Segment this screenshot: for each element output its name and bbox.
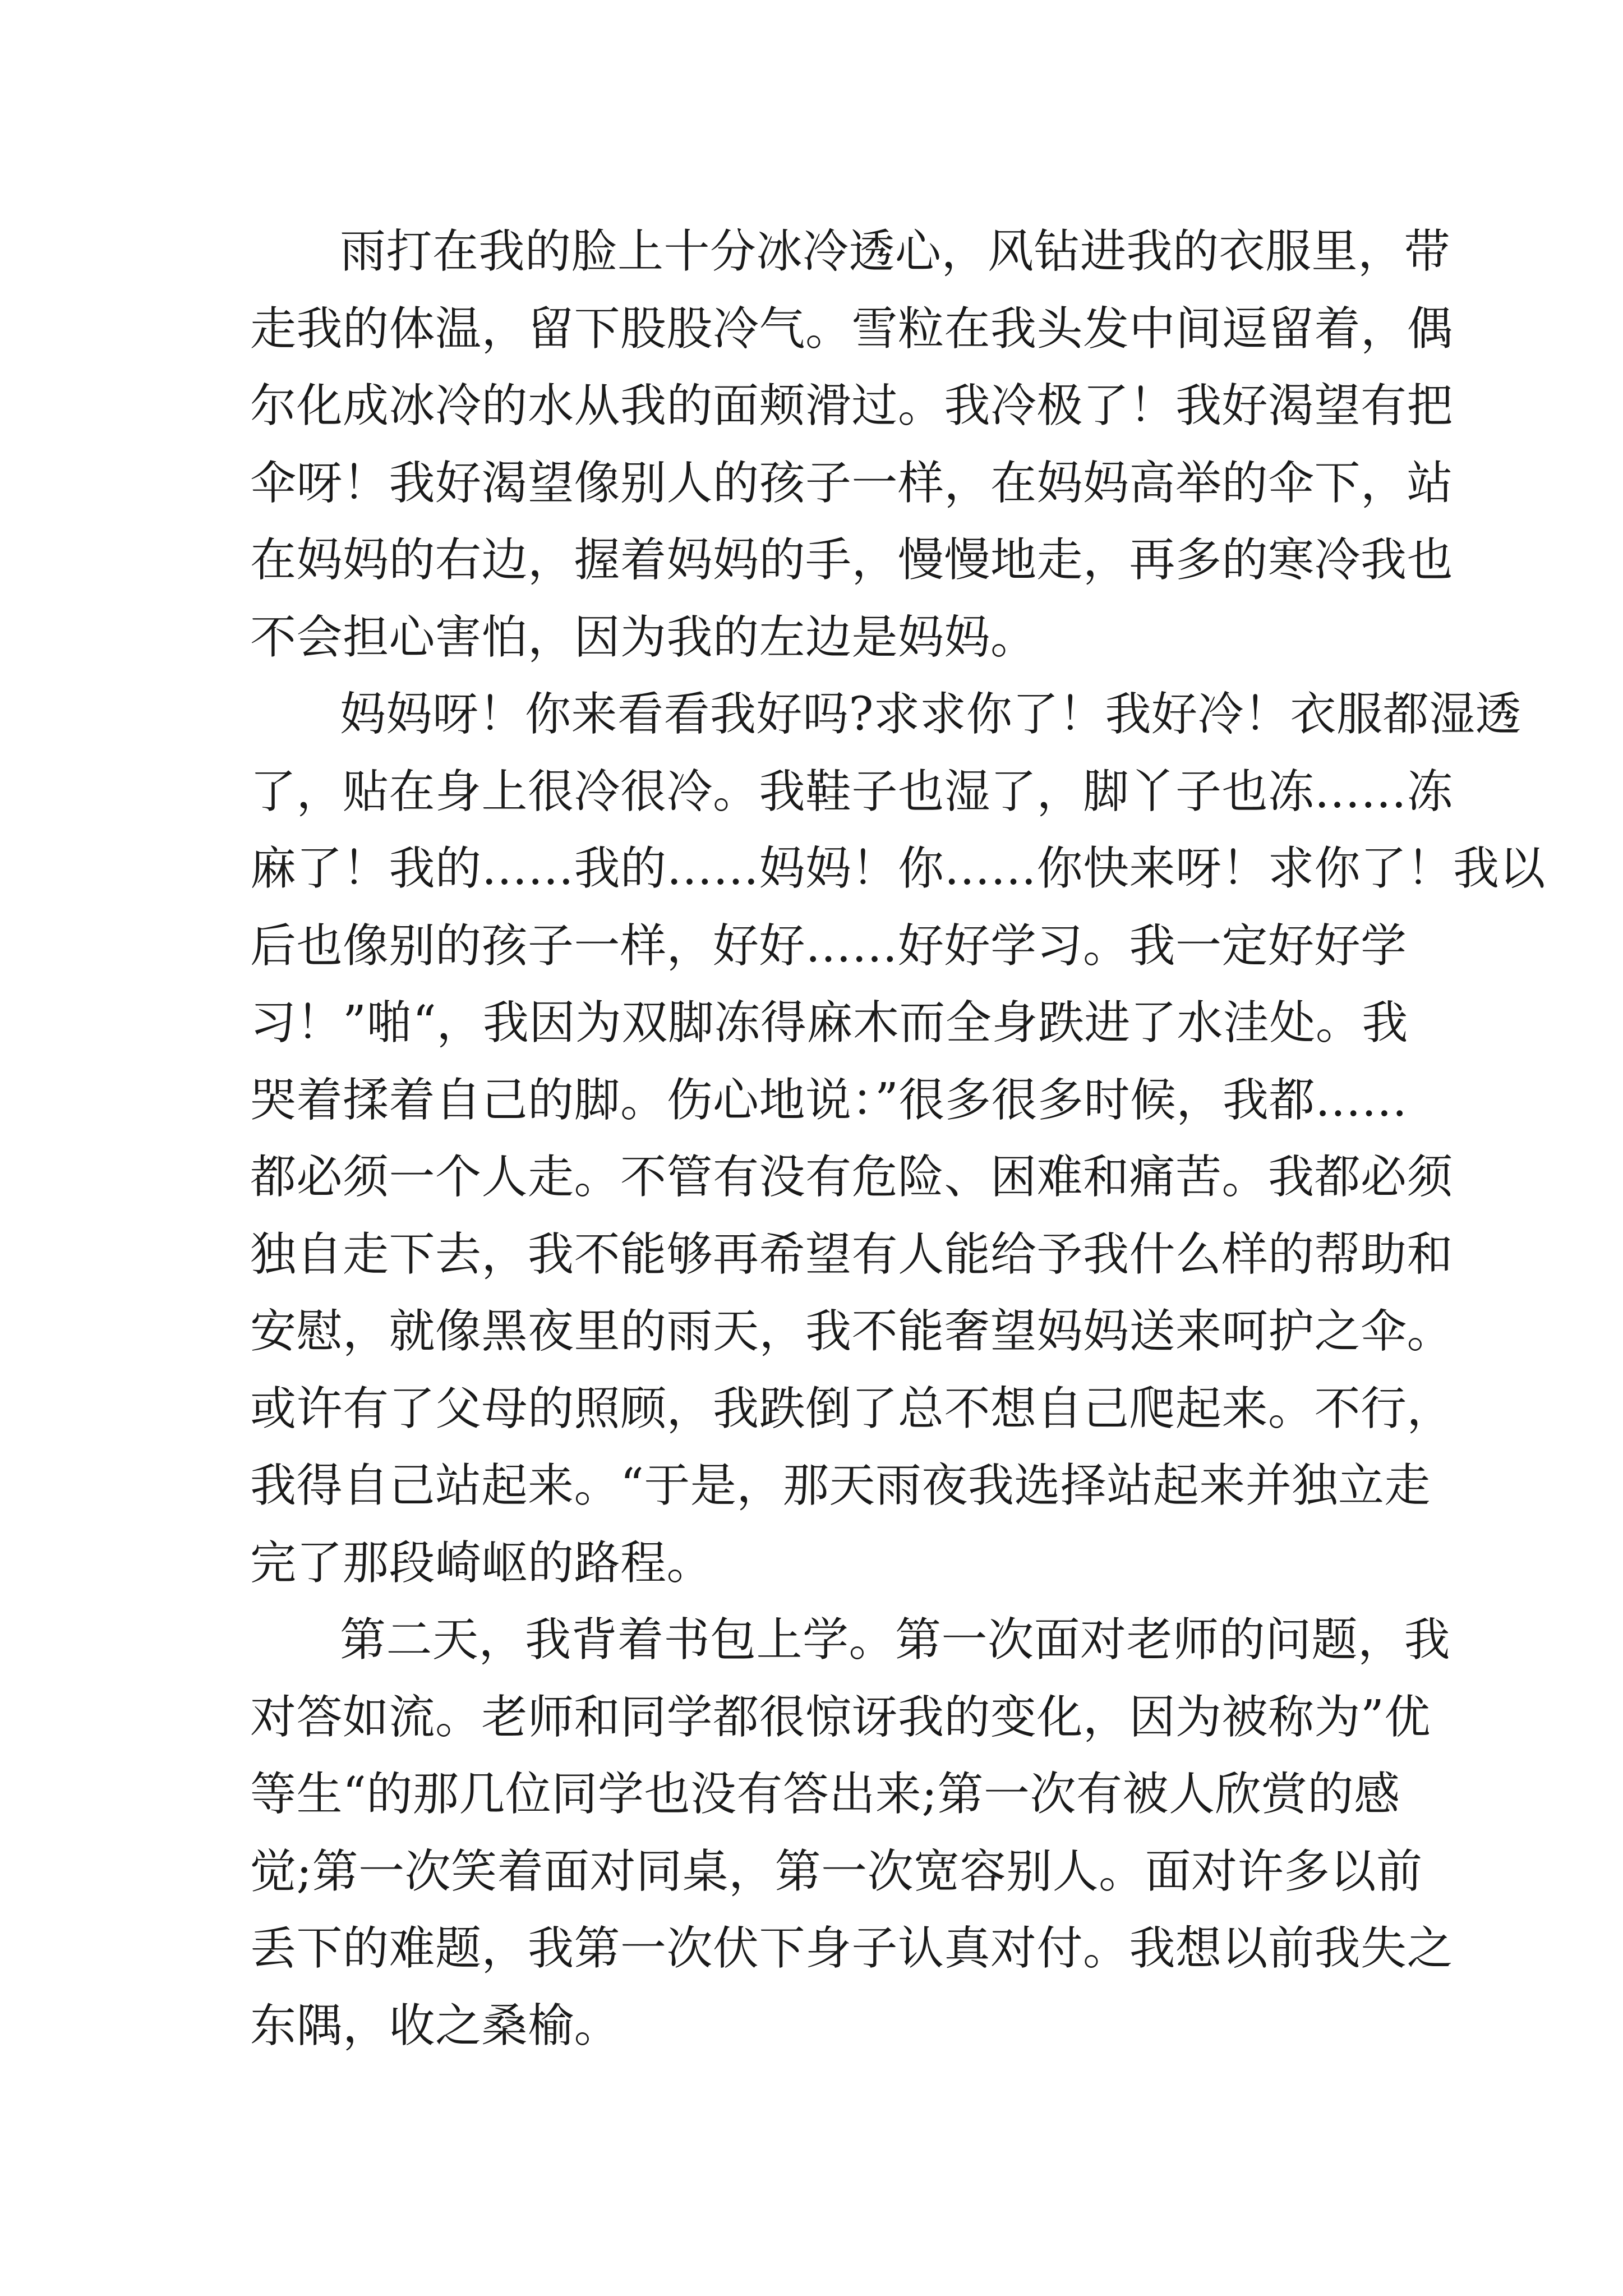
text-line: 雨打在我的脸上十分冰冷透心，风钻进我的衣服里，带	[340, 225, 1451, 278]
text-line: 我得自己站起来。“于是，那天雨夜我选择站起来并独立走	[250, 1459, 1431, 1512]
paragraph-3	[250, 1602, 1454, 2064]
text-line: 麻了！我的……我的……妈妈！你……你快来呀！求你了！我以	[250, 842, 1546, 895]
text-line: 丢下的难题，我第一次伏下身子认真对付。我想以前我失之	[250, 1922, 1454, 1975]
text-line: 尔化成冰冷的水从我的面颊滑过。我冷极了！我好渴望有把	[250, 379, 1454, 432]
text-line: 安慰，就像黑夜里的雨天，我不能奢望妈妈送来呵护之伞。	[250, 1305, 1454, 1358]
text-line: 伞呀！我好渴望像别人的孩子一样，在妈妈高举的伞下，站	[250, 456, 1454, 510]
text-line: 完了那段崎岖的路程。	[250, 1536, 713, 1590]
text-line: 不会担心害怕，因为我的左边是妈妈。	[250, 610, 1037, 664]
text-line: 对答如流。老师和同学都很惊讶我的变化，因为被称为”优	[250, 1690, 1431, 1744]
paragraph-1	[250, 213, 1454, 676]
text-line: 哭着揉着自己的脚。伤心地说：”很多很多时候，我都……	[250, 1073, 1408, 1127]
text-line: 等生“的那几位同学也没有答出来;第一次有被人欣赏的感	[250, 1768, 1400, 1821]
text-line: 习！”啪“，我因为双脚冻得麻木而全身跌进了水洼处。我	[250, 996, 1408, 1050]
text-line: 后也像别的孩子一样，好好……好好学习。我一定好好学	[250, 919, 1407, 973]
text-line: 第二天，我背着书包上学。第一次面对老师的问题，我	[340, 1613, 1451, 1667]
text-line: 独自走下去，我不能够再希望有人能给予我什么样的帮助和	[250, 1227, 1454, 1281]
text-line: 了，贴在身上很冷很冷。我鞋子也湿了，脚丫子也冻……冻	[250, 765, 1454, 818]
text-line: 在妈妈的右边，握着妈妈的手，慢慢地走，再多的寒冷我也	[250, 533, 1454, 587]
text-line: 妈妈呀！你来看看我好吗?求求你了！我好冷！衣服都湿透	[340, 688, 1521, 741]
text-line: 或许有了父母的照顾，我跌倒了总不想自己爬起来。不行，	[250, 1382, 1454, 1435]
text-line: 走我的体温，留下股股冷气。雪粒在我头发中间逗留着，偶	[250, 302, 1454, 356]
text-line: 东隅，收之桑榆。	[250, 1999, 621, 2053]
text-line: 觉;第一次笑着面对同桌，第一次宽容别人。面对许多以前	[250, 1844, 1423, 1898]
text-line: 都必须一个人走。不管有没有危险、困难和痛苦。我都必须	[250, 1151, 1454, 1204]
paragraph-2	[250, 676, 1546, 1602]
body-text	[250, 213, 1546, 2064]
